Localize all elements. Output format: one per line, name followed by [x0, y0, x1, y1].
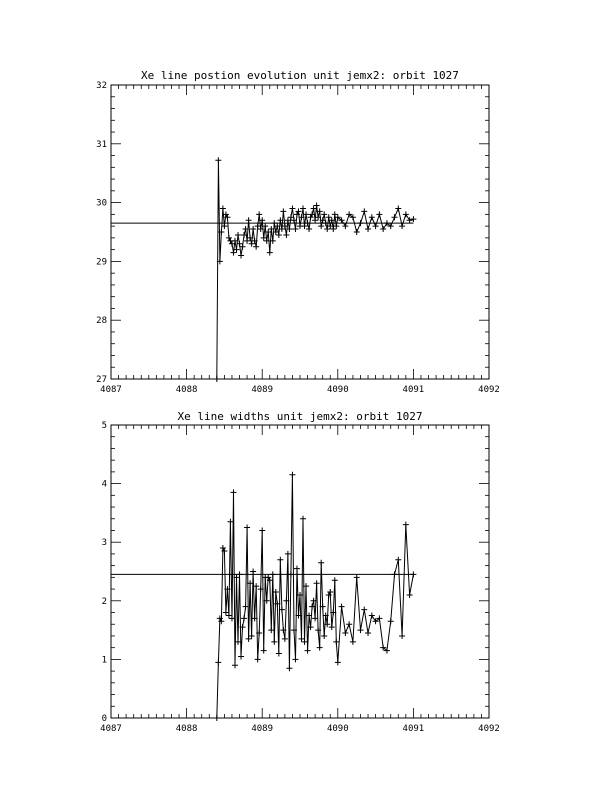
data-point	[410, 571, 416, 577]
data-point	[271, 639, 277, 645]
data-point	[365, 226, 371, 232]
y-tick-label: 27	[96, 375, 107, 385]
data-point	[223, 610, 229, 616]
data-point	[253, 244, 259, 250]
data-point	[365, 630, 371, 636]
data-point	[407, 217, 413, 223]
data-point	[302, 639, 308, 645]
data-point	[395, 205, 401, 211]
data-point	[285, 551, 291, 557]
data-point	[324, 226, 330, 232]
data-point	[318, 560, 324, 566]
data-point	[244, 525, 250, 531]
data-point	[399, 633, 405, 639]
data-point	[373, 223, 379, 229]
x-tick-label: 4089	[251, 385, 274, 395]
data-point	[295, 208, 301, 214]
data-point	[342, 630, 348, 636]
data-point	[350, 639, 356, 645]
data-point	[306, 226, 312, 232]
data-point	[399, 223, 405, 229]
data-point	[289, 472, 295, 478]
data-point	[335, 659, 341, 665]
y-tick-label: 31	[96, 139, 107, 150]
data-point	[244, 238, 250, 244]
data-point	[215, 157, 221, 163]
x-tick-label: 4091	[402, 385, 425, 395]
data-point	[238, 653, 244, 659]
data-point	[369, 612, 375, 618]
data-point	[410, 216, 416, 222]
data-point	[261, 648, 267, 654]
data-point	[270, 571, 276, 577]
data-point	[256, 211, 262, 217]
x-tick-label: 4087	[100, 724, 122, 734]
data-point	[318, 223, 324, 229]
data-point	[292, 226, 298, 232]
data-point	[332, 577, 338, 583]
x-tick-label: 4087	[100, 385, 122, 395]
data-point	[354, 229, 360, 235]
data-point	[230, 489, 236, 495]
data-point	[299, 636, 305, 642]
x-tick-label: 4089	[251, 724, 274, 734]
x-tick-label: 4090	[326, 385, 349, 395]
data-point	[302, 223, 308, 229]
data-point	[226, 612, 232, 618]
data-point	[259, 527, 265, 533]
series-line	[217, 475, 414, 718]
data-point	[392, 214, 398, 220]
data-point	[215, 659, 221, 665]
x-tick-label: 4088	[175, 724, 198, 734]
data-point	[282, 636, 288, 642]
data-point	[317, 645, 323, 651]
plot-frame	[111, 85, 489, 379]
position-chart	[96, 69, 500, 395]
data-point	[250, 569, 256, 575]
data-point	[300, 205, 306, 211]
data-point	[276, 232, 282, 238]
data-point	[312, 217, 318, 223]
data-point	[388, 618, 394, 624]
data-point	[220, 545, 226, 551]
x-tick-label: 4088	[175, 385, 198, 395]
data-point	[361, 607, 367, 613]
y-tick-label: 0	[101, 714, 107, 724]
data-point	[321, 633, 327, 639]
data-point	[326, 214, 332, 220]
data-point	[407, 592, 413, 598]
series-line	[217, 160, 414, 379]
y-tick-label: 2	[101, 596, 107, 607]
data-point	[392, 571, 398, 577]
data-point	[232, 662, 238, 668]
data-point	[289, 205, 295, 211]
x-tick-label: 4091	[402, 724, 425, 734]
y-tick-label: 29	[96, 257, 107, 268]
data-point	[237, 571, 243, 577]
data-point	[395, 557, 401, 563]
y-tick-label: 28	[96, 316, 107, 327]
data-point	[403, 211, 409, 217]
data-point	[227, 519, 233, 525]
data-point	[354, 574, 360, 580]
data-point	[246, 217, 252, 223]
data-point	[294, 566, 300, 572]
data-point	[246, 636, 252, 642]
data-point	[249, 241, 255, 247]
data-point	[220, 205, 226, 211]
data-point	[292, 656, 298, 662]
y-tick-label: 30	[96, 198, 107, 209]
data-point	[300, 516, 306, 522]
plot-frame	[111, 425, 489, 718]
data-point	[276, 651, 282, 657]
data-point	[265, 574, 271, 580]
data-point	[268, 627, 274, 633]
y-tick-label: 3	[101, 538, 107, 549]
data-point	[280, 208, 286, 214]
data-point	[249, 633, 255, 639]
data-point	[255, 656, 261, 662]
data-point	[380, 226, 386, 232]
data-point	[357, 627, 363, 633]
data-point	[214, 715, 220, 721]
data-point	[314, 203, 320, 209]
data-point	[327, 589, 333, 595]
x-tick-label: 4092	[478, 385, 500, 395]
data-point	[229, 615, 235, 621]
data-point	[321, 211, 327, 217]
data-point	[230, 250, 236, 256]
data-point	[277, 557, 283, 563]
data-point	[286, 665, 292, 671]
data-point	[241, 615, 247, 621]
data-point	[238, 253, 244, 259]
x-tick-label: 4090	[326, 724, 349, 734]
data-point	[333, 639, 339, 645]
y-tick-label: 1	[101, 655, 107, 666]
data-point	[332, 211, 338, 217]
widths-chart	[100, 410, 500, 734]
y-tick-label: 32	[96, 81, 107, 91]
data-point	[214, 376, 220, 382]
data-point	[235, 232, 241, 238]
data-point	[346, 621, 352, 627]
data-point	[357, 220, 363, 226]
data-point	[342, 223, 348, 229]
data-point	[330, 226, 336, 232]
data-point	[369, 214, 375, 220]
data-point	[403, 522, 409, 528]
data-point	[361, 208, 367, 214]
data-point	[339, 604, 345, 610]
data-point	[267, 250, 273, 256]
data-point	[314, 580, 320, 586]
data-point	[226, 235, 232, 241]
y-tick-label: 4	[101, 479, 107, 490]
data-point	[305, 648, 311, 654]
data-point	[250, 226, 256, 232]
data-point	[376, 211, 382, 217]
data-point	[271, 220, 277, 226]
data-point	[329, 624, 335, 630]
chart-title: Xe line postion evolution unit jemx2: orbit 1027	[141, 69, 459, 82]
data-point	[308, 214, 314, 220]
y-tick-label: 5	[101, 421, 107, 431]
x-tick-label: 4092	[478, 724, 500, 734]
data-point	[283, 232, 289, 238]
chart-title: Xe line widths unit jemx2: orbit 1027	[177, 410, 423, 423]
